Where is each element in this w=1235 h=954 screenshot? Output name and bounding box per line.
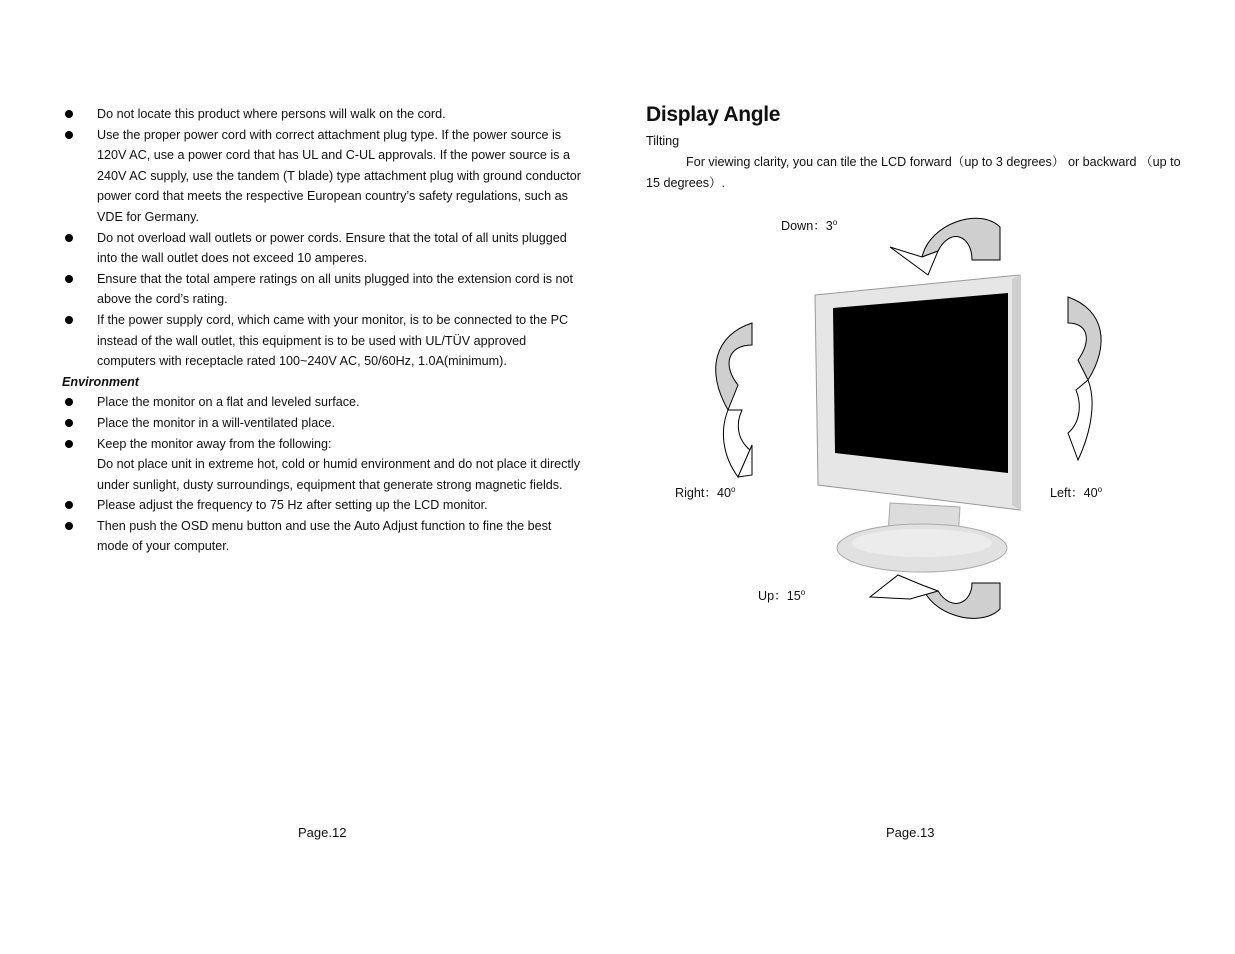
tilt-down-arrow-icon: [890, 218, 1000, 275]
bullet-icon: [65, 522, 73, 530]
monitor-illustration: [660, 205, 1130, 635]
page-number-right: Page.13: [886, 825, 935, 840]
bullet-icon: [65, 275, 73, 283]
list-item: Keep the monitor away from the following: Do not place unit in extreme hot, cold or humid environment and do not place it directly under sunlight, dusty surroundings, equipment that generate strong magnetic fields.: [62, 434, 584, 496]
environment-heading: Environment: [62, 374, 139, 389]
list-item: Then push the OSD menu button and use the Auto Adjust function to fine the best mode of your computer.: [62, 516, 584, 557]
bullet-icon: [65, 316, 73, 324]
lcd-monitor-icon: [815, 275, 1020, 572]
left-page-content: [62, 104, 584, 557]
page-title: Display Angle: [646, 103, 781, 126]
list-item: Do not locate this product where persons will walk on the cord.: [62, 104, 584, 125]
environment-note: Do not place unit in extreme hot, cold or humid environment and do not place it directly under sunlight, dusty surroundings, equipment that generate strong magnetic fields.: [97, 457, 581, 492]
bullet-icon: [65, 501, 73, 509]
section-subtitle: Tilting: [646, 134, 680, 148]
list-item: Place the monitor in a will-ventilated place.: [62, 413, 584, 434]
list-item: Do not overload wall outlets or power cords. Ensure that the total of all units plugged into the wall outlet does not exceed 10 amperes.: [62, 228, 584, 269]
list-item: Use the proper power cord with correct attachment plug type. If the power source is 120V AC, use a power cord that has UL and C-UL approvals. If the power source is a 240V AC supply, use the tandem (T blade) type attachment plug with ground conductor power cord that meets the respective European country’s safety regulations, such as VDE for Germany.: [62, 125, 584, 228]
tilt-up-arrow-icon: [870, 575, 1000, 618]
bullet-icon: [65, 419, 73, 427]
bullet-icon: [65, 234, 73, 242]
list-item: If the power supply cord, which came with your monitor, is to be connected to the PC instead of the wall outlet, this equipment is to be used with UL/TÜV approved computers with receptacle rated 100~240V AC, 50/60Hz, 1.0A(minimum).: [62, 310, 584, 372]
swivel-right-label: Right：40$^o$: [675, 484, 736, 500]
tilt-up-label: Up：15$^o$: [758, 587, 806, 603]
list-item: Place the monitor on a flat and leveled surface.: [62, 392, 584, 413]
swivel-right-arrow-icon: [716, 323, 752, 477]
list-item: Please adjust the frequency to 75 Hz after setting up the LCD monitor.: [62, 495, 584, 516]
swivel-left-label: Left：40$^o$: [1050, 484, 1103, 500]
list-item: Ensure that the total ampere ratings on all units plugged into the extension cord is not above the cord’s rating.: [62, 269, 584, 310]
bullet-icon: [65, 440, 73, 448]
tilt-down-label: Down：3$^o$: [781, 217, 838, 233]
tilting-paragraph: For viewing clarity, you can tile the LCD forward（up to 3 degrees） or backward （up to 15 degrees）.: [646, 155, 1181, 190]
bullet-icon: [65, 110, 73, 118]
page-number-left: Page.12: [298, 825, 347, 840]
display-angle-figure: [660, 205, 1130, 635]
bullet-icon: [65, 131, 73, 139]
bullet-icon: [65, 398, 73, 406]
swivel-left-arrow-icon: [1068, 297, 1101, 460]
